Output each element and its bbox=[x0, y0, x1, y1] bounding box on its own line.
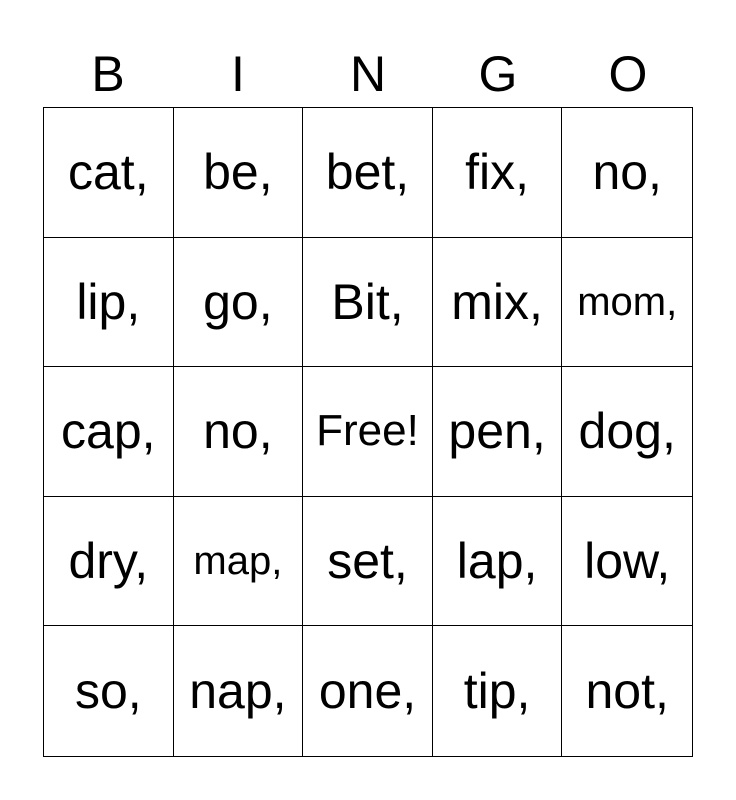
bingo-cell[interactable]: dry, bbox=[44, 497, 174, 627]
bingo-cell[interactable]: cat, bbox=[44, 108, 174, 238]
header-letter-o: O bbox=[608, 46, 648, 102]
bingo-cell[interactable]: so, bbox=[44, 626, 174, 756]
bingo-cell[interactable]: nap, bbox=[174, 626, 304, 756]
bingo-header bbox=[43, 40, 693, 108]
header-letter-b: B bbox=[91, 46, 125, 102]
bingo-cell[interactable]: go, bbox=[174, 238, 304, 368]
header-letter-i: I bbox=[231, 46, 245, 102]
bingo-cell[interactable]: lip, bbox=[44, 238, 174, 368]
bingo-cell[interactable]: map, bbox=[174, 497, 304, 627]
header-letter-g: G bbox=[478, 46, 518, 102]
free-space-cell[interactable]: Free! bbox=[303, 367, 433, 497]
bingo-cell[interactable]: no, bbox=[174, 367, 304, 497]
bingo-cell[interactable]: fix, bbox=[433, 108, 563, 238]
bingo-cell[interactable]: cap, bbox=[44, 367, 174, 497]
bingo-cell[interactable]: no, bbox=[562, 108, 692, 238]
bingo-board bbox=[43, 107, 693, 757]
header-letter-n: N bbox=[349, 46, 387, 102]
bingo-cell[interactable]: not, bbox=[585, 663, 669, 720]
bingo-cell[interactable]: lap, bbox=[433, 497, 563, 627]
bingo-cell[interactable]: be, bbox=[174, 108, 304, 238]
bingo-cell[interactable]: tip, bbox=[433, 626, 563, 756]
bingo-cell[interactable]: set, bbox=[303, 497, 433, 627]
bingo-cell[interactable]: bet, bbox=[303, 108, 433, 238]
bingo-cell[interactable]: pen, bbox=[433, 367, 563, 497]
bingo-cell[interactable]: mix, bbox=[433, 238, 563, 368]
bingo-cell[interactable]: dog, bbox=[562, 367, 692, 497]
bingo-cell[interactable]: Bit, bbox=[303, 238, 433, 368]
bingo-cell[interactable]: low, bbox=[562, 497, 692, 627]
bingo-cell[interactable]: mom, bbox=[562, 238, 692, 368]
bingo-cell[interactable]: one, bbox=[303, 626, 433, 756]
